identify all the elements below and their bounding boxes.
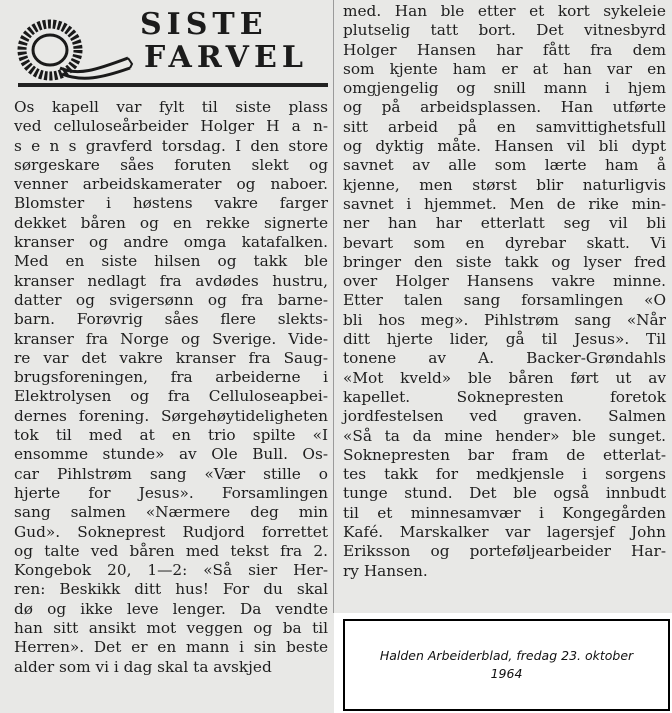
text-line: med. Han ble etter et kort sykeleie: [343, 2, 666, 20]
text-line: kapellet. Soknepresten foretok: [343, 387, 666, 406]
text-line: og på arbeidsplassen. Han utførte: [343, 98, 666, 117]
text-line: til et minnesamvær i Kongegården: [343, 503, 666, 522]
text-line: Soknepresten bar fram de etterlat-: [343, 445, 666, 464]
text-line: kranser nedlagt fra avdødes hustru,: [14, 271, 328, 290]
text-line: sitt arbeid på en samvittighetsfull: [343, 117, 666, 136]
text-line: s e n s gravferd torsdag. I den store: [14, 136, 328, 155]
text-line: som kjente ham er at han var en: [343, 59, 666, 78]
article-header: [12, 8, 326, 90]
caption-line-2: 1964: [490, 666, 523, 681]
text-line: kjenne, men størst blir naturligvis: [343, 175, 666, 194]
text-line: dekket båren og en rekke signerte: [14, 213, 328, 232]
text-line: Holger Hansen har fått fra dem: [343, 40, 666, 59]
text-line: Kongebok 20, 1—2: «Så sier Her-: [14, 561, 328, 580]
text-line: sørgeskare såes foruten slekt og: [14, 155, 328, 174]
column-divider: [333, 0, 334, 613]
text-line: Blomster i høstens vakre farger: [14, 194, 328, 213]
text-line: jordfestelsen ved graven. Salmen: [343, 407, 666, 426]
text-line: barn. Forøvrig såes flere slekts-: [14, 310, 328, 329]
text-line: plutselig tatt bort. Det vitnesbyrd: [343, 21, 666, 40]
text-line: dø og ikke leve lenger. Da vendte: [14, 599, 328, 618]
title-underline: [18, 83, 328, 87]
text-line: tes takk for medkjensle i sorgens: [343, 465, 666, 484]
text-line: «Så ta da mine hender» ble sunget.: [343, 426, 666, 445]
title-line-2: FARVEL: [144, 40, 308, 75]
article-title: [140, 8, 326, 74]
text-line: over Holger Hansens vakre minne.: [343, 272, 666, 291]
text-line: Os kapell var fylt til siste plass: [14, 98, 328, 116]
text-line: sang salmen «Nærmere deg min: [14, 503, 328, 522]
text-line: han sitt ansikt mot veggen og ba til: [14, 619, 328, 638]
caption-line-1: Halden Arbeiderblad, fredag 23. oktober: [379, 648, 634, 663]
wreath-icon: [16, 16, 136, 86]
text-line: og talte ved båren med tekst fra 2.: [14, 541, 328, 560]
caption-box: [343, 619, 670, 711]
text-line: savnet av alle som lærte ham å: [343, 156, 666, 175]
text-line: ensomme stunde» av Ole Bull. Os-: [14, 445, 328, 464]
text-line: omgjengelig og snill mann i hjem: [343, 79, 666, 98]
text-line: Elektrolysen og fra Celluloseарbei-: [14, 387, 328, 406]
text-line: re var det vakre kranser fra Saug-: [14, 348, 328, 367]
title-line-1: SISTE: [140, 7, 268, 42]
text-line: kranser og andre omga katafalken.: [14, 233, 328, 252]
text-line: tonene av A. Backer-Grøndahls: [343, 349, 666, 368]
text-line: tok til med at en trio spilte «I: [14, 426, 328, 445]
text-line: bringer den siste takk og lyser fred: [343, 252, 666, 271]
text-line: Med en siste hilsen og takk ble: [14, 252, 328, 271]
text-line: ren: Beskikk ditt hus! For du skal: [14, 580, 328, 599]
text-line: Gud». Sokneprest Rudjord forrettet: [14, 522, 328, 541]
text-line: kranser fra Norge og Sverige. Vide-: [14, 329, 328, 348]
text-line: «Mot kveld» ble båren ført ut av: [343, 368, 666, 387]
text-line: ved celluloseårbeider Holger H a n-: [14, 117, 328, 136]
article-column-2: [343, 2, 666, 581]
article-column-1: [14, 98, 328, 677]
text-line: og dyktig måte. Hansen vil bli dypt: [343, 137, 666, 156]
text-line: venner arbeidskamerater og naboer.: [14, 175, 328, 194]
text-line: ditt hjerte lider, gå til Jesus». Til: [343, 330, 666, 349]
text-line: alder som vi i dag skal ta avskjed: [14, 657, 272, 676]
text-line: Eriksson og porteføljearbeider Har-: [343, 542, 666, 561]
text-line: savnet i hjemmet. Men de rike min-: [343, 194, 666, 213]
text-line: Herren». Det er en mann i sin beste: [14, 638, 328, 657]
text-line: dernes forening. Sørgehøytideligheten: [14, 406, 328, 425]
text-line: bevart som en dyrebar skatt. Vi: [343, 233, 666, 252]
text-line: ner han har etterlatt seg vil bli: [343, 214, 666, 233]
text-line: car Pihlstrøm sang «Vær stille o: [14, 464, 328, 483]
text-line: datter og svigersønn og fra barne-: [14, 290, 328, 309]
text-line: hjerte for Jesus». Forsamlingen: [14, 483, 328, 502]
text-line: Kafé. Marskalker var lagersjef John: [343, 523, 666, 542]
text-line: bli hos meg». Pihlstrøm sang «Når: [343, 310, 666, 329]
text-line: tunge stund. Det ble også innbudt: [343, 484, 666, 503]
text-line: Etter talen sang forsamlingen «O: [343, 291, 666, 310]
caption-text: [345, 647, 668, 683]
text-line: ry Hansen.: [343, 561, 428, 580]
text-line: brugsforeningen, fra arbeiderne i: [14, 368, 328, 387]
